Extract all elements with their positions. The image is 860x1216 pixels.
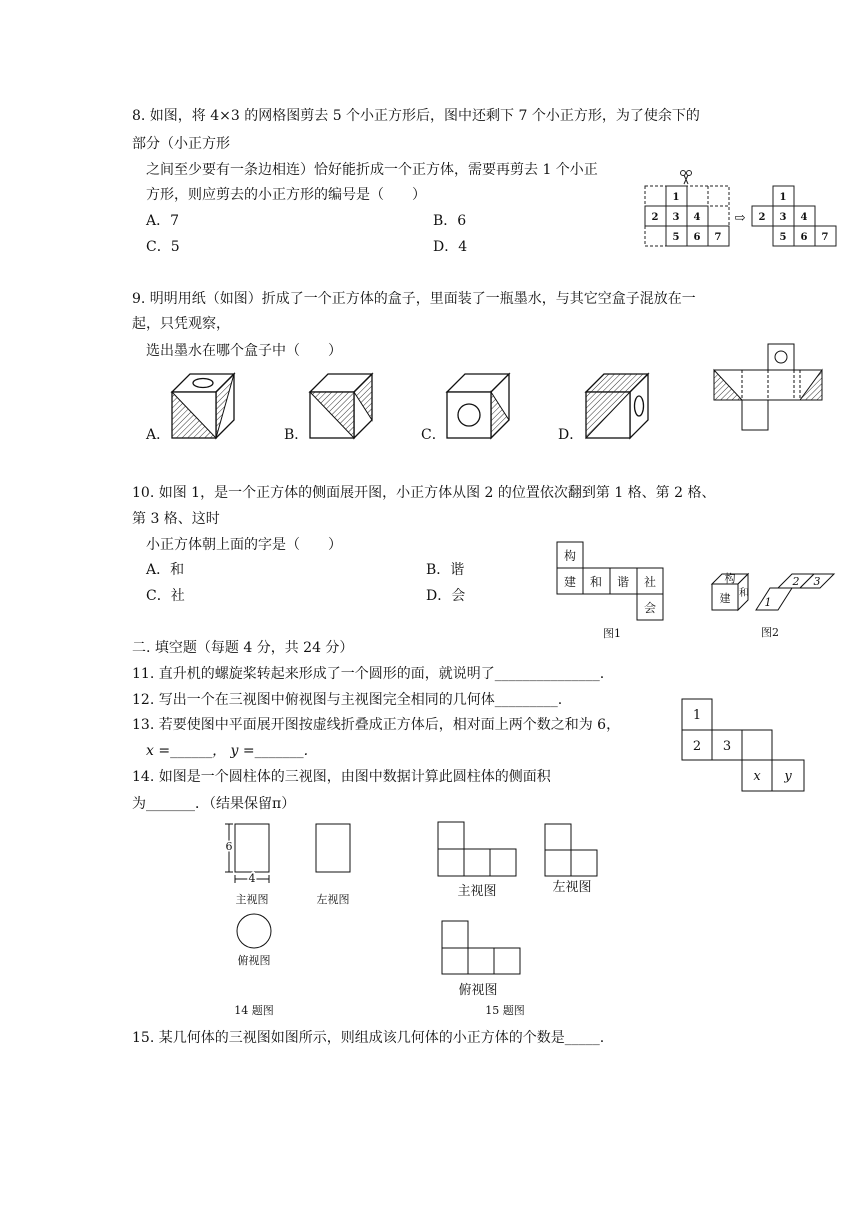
fig2-char-top: 构: [724, 572, 736, 585]
q9-option-b: B．: [284, 427, 309, 443]
q9-box-c: [447, 374, 517, 440]
q13-net-figure: [680, 697, 808, 793]
q10-option-a: A．和: [146, 562, 185, 578]
net-label-2: 2: [758, 212, 766, 223]
q8-line1: 8. 如图，将 4×3 的网格图剪去 5 个小正方形后，图中还剩下 7 个小正方形，为了使余下的: [132, 108, 700, 124]
q10-option-b: B．谐: [426, 562, 465, 578]
net-char-5: 社: [643, 575, 657, 589]
section-2-heading: 二. 填空题（每题 4 分，共 24 分）: [132, 640, 354, 656]
net-char-4: 谐: [616, 575, 630, 589]
fig2-char-front: 建: [719, 592, 731, 605]
grid-label-6: 6: [693, 232, 701, 243]
net-label-4: 4: [800, 212, 808, 223]
q13-label-3: 3: [722, 739, 732, 754]
q9-box-d: [586, 374, 656, 440]
q9-line1: 9. 明明用纸（如图）折成了一个正方体的盒子，里面装了一瓶墨水，与其它空盒子混放在一: [132, 291, 696, 307]
q13-label-1: 1: [692, 708, 702, 723]
grid-label-1: 1: [672, 192, 680, 203]
q8-option-a: A．7: [146, 213, 180, 229]
q14-top-label: 俯视图: [237, 954, 271, 967]
q11-text: 11. 直升机的螺旋桨转起来形成了一个圆形的面，就说明了_______________.: [132, 666, 605, 682]
q10-line1: 10. 如图 1，是一个正方体的侧面展开图，小正方体从图 2 的位置依次翻到第 1 格、第 2 格、: [132, 485, 716, 501]
q9-option-c: C．: [421, 427, 446, 443]
q14-three-views: [218, 818, 368, 1018]
q12-text: 12. 写出一个在三视图中俯视图与主视图完全相同的几何体_________.: [132, 692, 563, 708]
q10-fig2-cube: [708, 568, 838, 642]
net-label-3: 3: [779, 212, 787, 223]
q15-line1: 15. 某几何体的三视图如图所示，则组成该几何体的小正方体的个数是_____.: [132, 1030, 605, 1046]
q13-label-y: y: [784, 769, 792, 784]
q15-top-label: 俯视图: [458, 983, 498, 998]
q13-line1: 13. 若要使图中平面展开图按虚线折叠成正方体后，相对面上两个数之和为 6，: [132, 717, 621, 733]
q9-option-a: A．: [146, 427, 171, 443]
grid-label-2: 2: [651, 212, 659, 223]
grid-label-4: 4: [693, 212, 701, 223]
q14-caption: 14 题图: [234, 1004, 274, 1017]
q15-three-views: [430, 818, 610, 1018]
q15-left-label: 左视图: [552, 880, 592, 895]
fig2-num-3: 3: [813, 575, 821, 588]
q9-net-figure: [714, 344, 826, 430]
net-char-6: 会: [643, 601, 657, 615]
fig2-caption: 图2: [761, 626, 779, 639]
q15-front-label: 主视图: [457, 884, 497, 899]
q8-option-c: C．5: [146, 239, 180, 255]
q9-line2: 起，只凭观察，: [132, 316, 230, 332]
net-label-5: 5: [779, 232, 787, 243]
q8-line2: 部分（小正方形: [132, 136, 230, 152]
q14-front-label: 主视图: [235, 893, 269, 906]
q8-option-d: D．4: [433, 239, 468, 255]
q9-line3: 选出墨水在哪个盒子中（ ）: [146, 343, 342, 359]
q9-box-b: [310, 374, 380, 440]
q14-dim-width: 4: [248, 872, 256, 885]
net-char-3: 和: [589, 575, 603, 589]
q13-label-2: 2: [692, 739, 702, 754]
q14-dim-height: 6: [225, 840, 233, 853]
q10-option-d: D．会: [426, 588, 466, 604]
fig2-char-side: 和: [739, 588, 749, 599]
q9-option-d: D．: [558, 427, 584, 443]
net-char-1: 构: [563, 549, 577, 563]
fig1-caption: 图1: [603, 627, 621, 640]
q8-grid-figure: [640, 168, 840, 253]
q10-fig1-net: [557, 542, 667, 642]
q13-label-x: x: [753, 769, 761, 784]
net-label-6: 6: [800, 232, 808, 243]
fig2-num-1: 1: [764, 596, 772, 609]
grid-label-3: 3: [672, 212, 680, 223]
scissors-icon: [681, 171, 692, 185]
q13-line2: x =______， y =_______.: [146, 743, 309, 759]
q14-line2: 为_______．（结果保留π）: [132, 796, 296, 812]
q8-line4: 方形，则应剪去的小正方形的编号是（ ）: [146, 187, 426, 203]
grid-label-5: 5: [672, 232, 680, 243]
q10-line2: 第 3 格、这时: [132, 511, 220, 527]
q8-option-b: B．6: [433, 213, 467, 229]
q14-left-label: 左视图: [316, 893, 350, 906]
q10-line3: 小正方体朝上面的字是（ ）: [146, 537, 342, 553]
net-char-2: 建: [563, 575, 577, 589]
q14-line1: 14. 如图是一个圆柱体的三视图，由图中数据计算此圆柱体的侧面积: [132, 769, 551, 785]
q9-box-a: [172, 374, 242, 440]
fig2-num-2: 2: [792, 575, 800, 588]
net-label-1: 1: [779, 192, 787, 203]
q15-caption: 15 题图: [485, 1004, 525, 1017]
q8-line3: 之间至少要有一条边相连）恰好能折成一个正方体，需要再剪去 1 个小正: [146, 162, 598, 178]
grid-label-7: 7: [714, 232, 722, 243]
net-label-7: 7: [821, 232, 829, 243]
q10-option-c: C．社: [146, 588, 185, 604]
arrow-icon: ⇨: [734, 211, 746, 226]
